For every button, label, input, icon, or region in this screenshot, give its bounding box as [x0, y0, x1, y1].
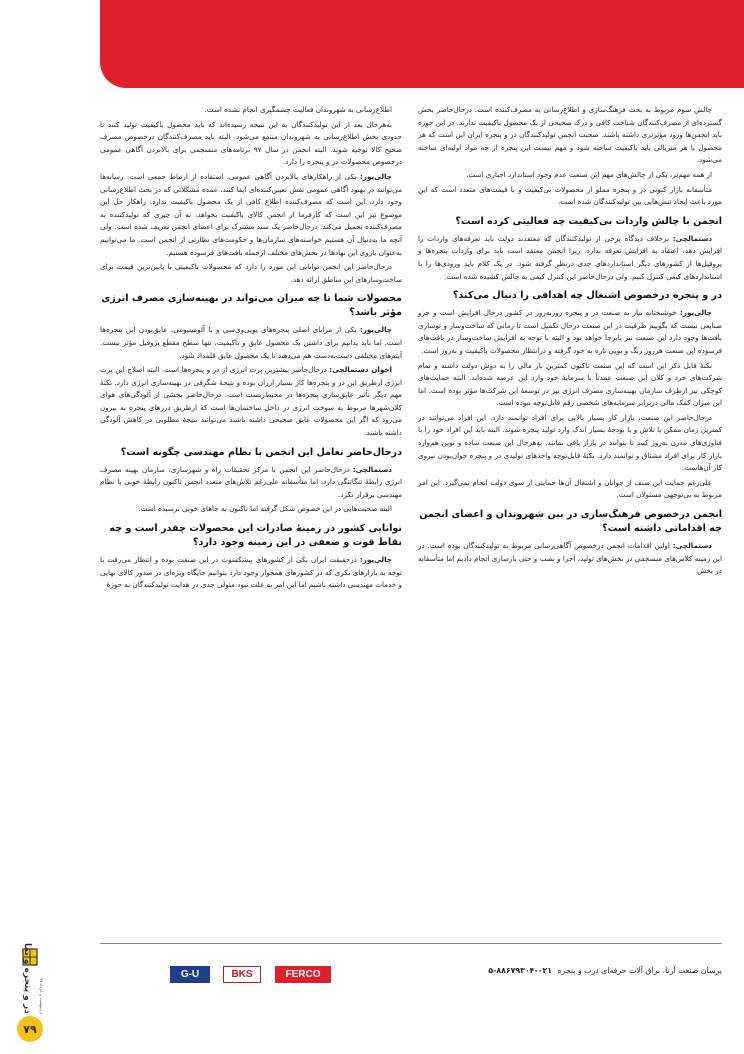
paragraph-text: یکی از راهکارهای بالابردن آگاهی عمومی، استفاده از ارتباط جمعی است. رسانه‌ها می‌توانند در بهبود آگاهی عمومی نقش تعیین‌کننده‌ای ایفا کنند. عمده مشکلاتی که در بحث اطلاع‌رسانی وجود دارد، این است که مصرف‌کننده اطلاع کافی از یک محصول باکیفیت ندارد. راهکار حل این موضوع نیز این است که کارفرما از انجمن کالای باکیفیت بخواهد، نه آن چیزی که تولیدکننده به مصرف‌کننده تحمیل می‌کند. درحال‌حاضر یک سند مشترک برای اعضای انجمن تعریف شده است. ولی آنچه ما به‌دنبال آن هستیم خواسته‌های سازمان‌ها و حکومت‌های نظارتی از انجمن است. ما می‌توانیم به‌عنوان بازوی این نهادها در بخش‌های مختلف ازجمله بافت‌های فرسوده هستیم.: [100, 171, 402, 257]
article-column-left: [100, 104, 402, 594]
footer-phone: ۰۲۱-۸۸۶۷۹۳۰۴-۵: [488, 966, 552, 975]
article-paragraph: [100, 554, 402, 592]
paragraph-text: یکی از مزایای اصلی پنجره‌های یوپی‌وی‌سی و یا آلومینیومی، عایق‌بودن این پنجره‌ها است. اما باید بدانیم برای داشتن یک محصول عایق و باکیفیت، تنها سطح مقطع پروفیل مؤثر نیست. آیتم‌های مختلفی دست‌به‌دست هم می‌دهند تا یک محصول عایق قلمداد شود.: [100, 325, 402, 360]
article-paragraph: [100, 171, 402, 259]
speaker-name: دستمالچی:: [352, 464, 392, 474]
paragraph-text: علی‌رغم حمایت این صنف از جوانان و اشتغال آن‌ها حمایتی از سوی دولت انجام نمی‌گیرد. این امر مربوط به بی‌توجهی مسئولان است.: [418, 477, 722, 500]
interview-question: [100, 522, 402, 550]
paragraph-text: درحال‌حاضر بیشترین پرت انرژی از در و پنجره‌ها است. البته اصلاح این پرت انرژی ازطریق این در و پنجره‌ها کار بسیار ارزان بوده و نتیجهٔ شگرفی در بهینه‌سازی انرژی دارد. نکتهٔ مهم دیگر تأثیر عایق‌سازی پنجره‌ها در محیط‌زیست است. درحال‌حاضر بخشی از آلودگی‌های هوای کلان‌شهرها مربوط به سوخت انرژی در داخل ساختمان‌ها است که ازطریق درزهای پنجره به بیرون می‌رود که اگر این محصولات عایق صحیحی داشته باشند می‌توانند نتیجهٔ مطلوبی در کاهش آلودگی داشته باشند.: [100, 365, 402, 438]
magazine-badge: [14, 944, 48, 1054]
question-text: توانایی کشور در زمینهٔ صادرات این محصولات چقدر است و چه نقاط قوت و ضعفی در این زمینه وجود دارد؟: [109, 523, 402, 549]
article-paragraph: [418, 169, 722, 182]
paragraph-text: به‌هرحال بعد از این تولیدکنندگان به این نتیجه رسیده‌اند که باید محصول باکیفیت تولید کنند تا حدودی بخش اطلاع‌رسانی به شهروندان منتفع می‌شود. البته باید مصرف‌کنندگان درخصوص مصرف صحیح کالا توجیه شوند. البته انجمن در سال ۹۷ برنامه‌های منسجمی برای بالابردن آگاهی عمومی درخصوص محصولات در و پنجره را دارد.: [100, 119, 402, 167]
interview-question: [100, 292, 402, 320]
speaker-name: دستمالچی:: [672, 233, 712, 243]
article-paragraph: [100, 324, 402, 362]
paragraph-text: خوشبختانه نیاز به صنعت در و پنجره روزبه‌روز در کشور درحال افزایش است و جزو صنایعی نیست که بگوییم ظرفیت در این صنعت درحال تکمیل است تا زمانی که ساخت‌وساز و نوسازی بافت‌ها وجود دارد این صنعت نیز پابرجا خواهد بود و البته با توجه به افزایش ساخت‌وساز در بافت‌های فرسوده این صنعت هرروز رنگ و بویی تازه به خود گرفته و درانتظار محصولات باکیفیت و به‌روز است.: [418, 308, 722, 355]
footer-bar: [100, 952, 722, 996]
question-text: محصولات شما تا چه میزان می‌تواند در بهینه‌سازی مصرف انرژی مؤثر باشد؟: [101, 293, 402, 319]
interview-question: [418, 508, 722, 536]
speaker-name: چالی‌پور:: [359, 325, 392, 335]
article-paragraph: [100, 503, 402, 516]
paragraph-text: درحال‌حاضر این انجمن توانایی این مورد را دارد که محصولات باکیفیتی با پایین‌ترین قیمت برای ساخت‌وسازهای این مناطق ارائه دهد.: [100, 262, 402, 284]
question-text: درحال‌حاضر تعامل این انجمن با نظام مهندسی چگونه است؟: [120, 446, 402, 458]
paragraph-text: درحال‌حاضر این صنعت، بازار کار بسیار بالایی برای افراد توانمند دارد. این افراد می‌توانند در کمترین زمان ممکن با تلاش و با بودجهٔ بسیار اندک وارد تولید پنجره شوند. البته باید این افراد خود را با فناوری‌های مدرن به‌روز کنند تا بتوانند در بازار باقی بمانند. به‌هرحال این صنعت ساده و نوین هم‌وارد بازار کار برای افراد مشتاق و توانمند دارد. نکتهٔ قابل‌توجه واحدهای تولیدی در و پنجره جوان‌بودن نیروی کار آن‌هاست.: [418, 412, 722, 473]
speaker-name: اخوان دستمالچی:: [329, 365, 392, 375]
paragraph-text: از همه مهم‌تر، یکی از چالش‌های مهم این صنعت عدم وجود استاندارد اجباری است.: [466, 169, 712, 179]
magazine-issue-date: اردیبهشت و خرداد ۹۷: [39, 978, 44, 1014]
gu-logo: G-U: [170, 966, 210, 983]
article-paragraph: [418, 360, 722, 410]
footer-divider: [100, 943, 722, 944]
header-banner: [100, 0, 744, 88]
article-paragraph: [418, 540, 722, 578]
bks-logo: BKS: [223, 966, 261, 983]
question-text: انجمن درخصوص فرهنگ‌سازی در بین شهروندان و اعضای انجمن چه اقداماتی داشته است؟: [419, 509, 722, 535]
question-text: انجمن با چالش واردات بی‌کیفیت چه فعالیتی کرده است؟: [455, 215, 722, 227]
paragraph-text: اولین اقدامات انجمن درخصوص آگاهی‌رسانی مربوط به تولیدکنندگان بوده است. در این زمینه کلاس‌های منسجمی در بخش‌های تولید، اجرا و نصب و حتی بازسازی انجام دادیم اما متأسفانه در بخش: [418, 541, 722, 576]
paragraph-text: نکتهٔ قابل ذکر این است که این صنعت تاکنون کمترین بار مالی را به دوش دولت داشته و تمام شرکت‌های خرد و کلان این صنعت عمدتاً با سرمایهٔ خود وارد این عرصه شده‌اند. البته حمایت‌های کوچکی نیز ازطرف سازمان بهینه‌سازی مصرف انرژی نیز در توسعهٔ این شرکت‌ها مؤثر بوده است. اما این میزان کمک مالی دربرابر سرمایه‌های شخصی رقم قابل‌توجه نبوده است.: [418, 360, 722, 408]
article-paragraph: [418, 477, 722, 502]
article-paragraph: [100, 261, 402, 286]
article-paragraph: [418, 184, 722, 209]
paragraph-text: درحال‌حاضر این انجمن با مرکز تحقیقات راه و شهرسازی، سازمان بهینه مصرف انرژی رابطهٔ تنگاتنگی دارد، اما متأسفانه علی‌رغم تلاش‌های متعدد انجمن تاکنون رابطهٔ خوبی با نظام مهندسی برقرار نکرد.: [100, 464, 402, 499]
article-paragraph: [100, 364, 402, 440]
article-paragraph: [418, 233, 722, 283]
speaker-name: چالی‌پور:: [679, 308, 712, 318]
article-paragraph: [418, 307, 722, 357]
paragraph-text: برخلاف دیدگاه برخی از تولیدکنندگان که معتقدند دولت باید تعرفه‌های واردات را افزایش دهد، اعتقاد به افزایش تعرفه ندارد. زیرا انجمن معتقد است باید برای واردات پنجره‌ها و پروفیل‌ها از کشورهای دیگر استانداردهای جدی درنظر گرفته شود. در یک کلام باید ورودی‌ها را با استانداردهای کیفی کنترل کنیم. ولی درحال‌حاضر این کنترل کیفی به چالش کشیده شده است.: [418, 233, 722, 281]
interview-question: [418, 289, 722, 303]
question-text: در و پنجره درخصوص اشتغال چه اهدافی را دنبال می‌کند؟: [452, 290, 722, 302]
ferco-logo: FERCO: [275, 966, 331, 983]
paragraph-text: اطلاع‌رسانی به شهروندان فعالیت چشمگیری انجام نشده است.: [204, 105, 392, 114]
page-number: ۷۹: [17, 1016, 43, 1042]
interview-question: [100, 446, 402, 460]
article-paragraph: [100, 119, 402, 169]
paragraph-text: درحقیقت ایران یکی از کشورهای پیشکسوت در این صنعت بوده و انتظار می‌رفت با توجه به بازارهای بکری که در کشورهای همجوار وجود دارد بتوانیم جایگاه ویژه‌ای در صدور کالای نهایی و خدمات مهندسی داشته باشیم اما این امر به علت نبود متولی جدی در هدایت تولیدکنندگان به حوزهٔ: [100, 555, 402, 590]
article-paragraph: [418, 104, 722, 167]
speaker-name: چالی‌پور:: [359, 171, 392, 181]
article-paragraph: [100, 464, 402, 502]
article-paragraph: [100, 104, 402, 117]
speaker-name: چالی‌پور:: [359, 555, 392, 565]
article-paragraph: [418, 412, 722, 475]
paragraph-text: چالش سوم مربوط به بحث فرهنگ‌سازی و اطلاع‌رسانی به مصرف‌کننده است. درحال‌حاضر بخش گسترده‌ای از مصرف‌کنندگان شناخت کافی و درک صحیحی از یک محصول باکیفیت ندارند. در این حوزه باید انجمن‌ها ورود مؤثرتری داشته باشند. صحبت انجمن تولیدکنندگان در و پنجره ایران این است که هر محصول با هر متریالی باید باکیفیت ساخته شود و مهم نیست این پنجره از چه مواد اولیه‌ای ساخته می‌شود.: [418, 105, 722, 165]
paragraph-text: البته صحبت‌هایی در این خصوص شکل گرفته اما تاکنون به جاهای خوبی نرسیده است.: [138, 504, 392, 514]
magazine-name: در و پنجره و نما: [22, 943, 32, 1014]
footer-company-text: پرسان صنعت آرنا، براق آلات حرفه‌ای درب و پنجره: [557, 966, 722, 975]
footer-ad-text: [488, 966, 722, 975]
article-column-right: [418, 104, 722, 580]
speaker-name: دستمالچی:: [672, 541, 712, 551]
interview-question: [418, 215, 722, 229]
paragraph-text: متأسفانه بازار کنونی در و پنجره مملو از محصولات بی‌کیفیت و با قیمت‌های متعدد است که این مورد باعث ایجاد تنش‌هایی بین تولیدکنندگان شده است.: [418, 184, 722, 207]
